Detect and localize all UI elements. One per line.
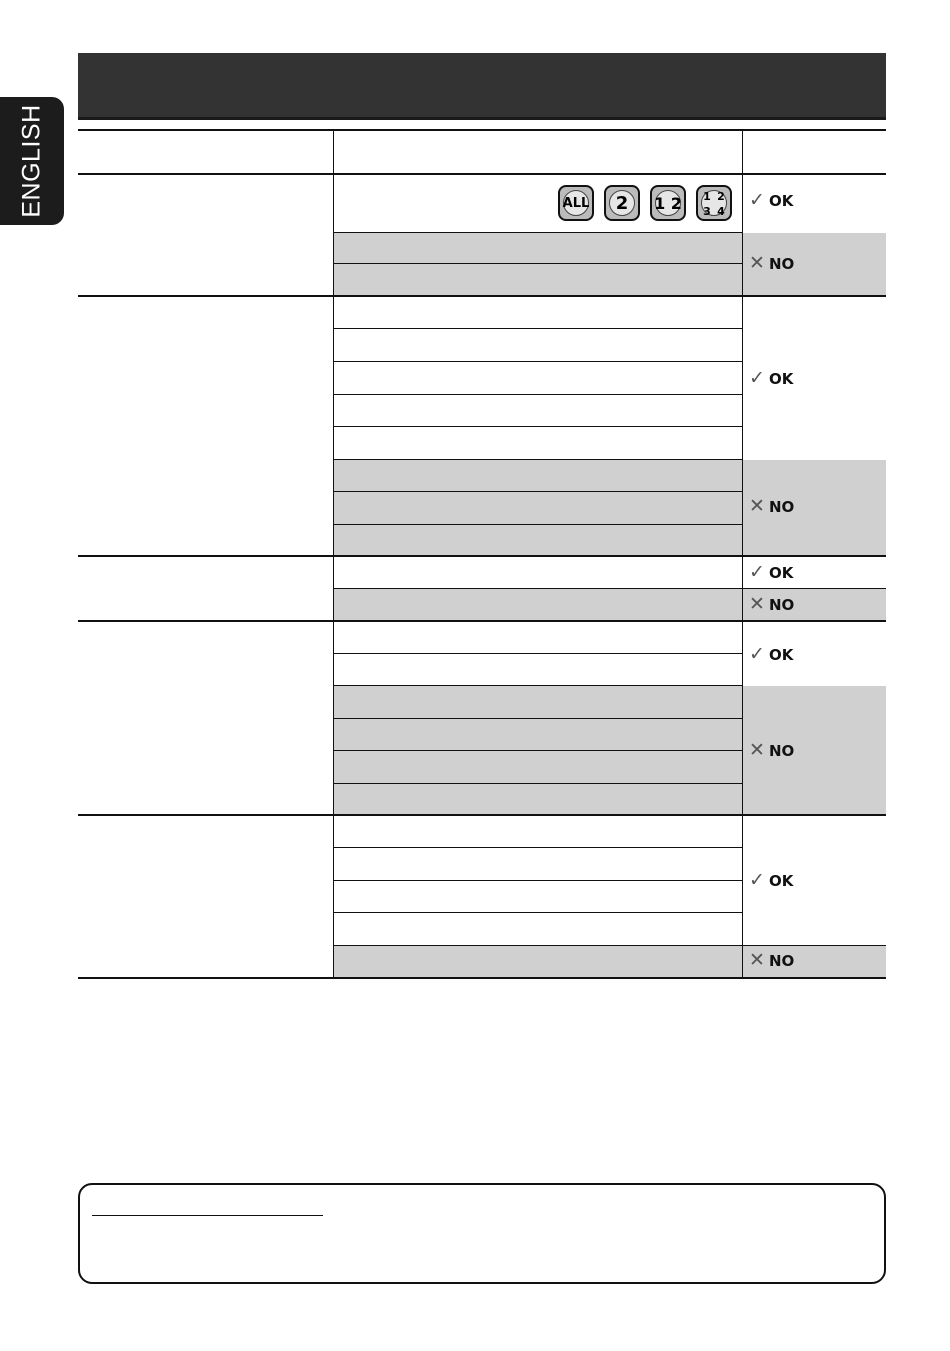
table-row <box>334 264 742 295</box>
status-no-label: NO <box>769 497 795 516</box>
region-digit: 2 <box>717 190 725 203</box>
check-icon: ✓ <box>749 367 765 389</box>
status-ok-label: OK <box>769 871 794 890</box>
status-no-label: NO <box>769 595 795 614</box>
table-row <box>334 233 742 264</box>
status-no-label: NO <box>769 254 795 273</box>
table-row <box>334 946 886 977</box>
cross-icon: ✕ <box>749 252 765 274</box>
column-divider <box>742 129 743 979</box>
cross-icon: ✕ <box>749 949 765 971</box>
table-row <box>334 297 742 329</box>
status-ok-badge <box>748 645 793 664</box>
region-all-icon <box>558 185 594 221</box>
status-no-badge <box>748 951 794 970</box>
table-row <box>334 329 742 362</box>
status-no-badge <box>748 497 794 516</box>
region-digit: 3 <box>703 205 711 218</box>
cross-icon: ✕ <box>749 495 765 517</box>
status-ok-badge <box>748 369 793 388</box>
region-1-2-3-4-icon <box>696 185 732 221</box>
section-header-band <box>78 53 886 120</box>
table-row <box>334 719 742 751</box>
status-ok-label: OK <box>769 563 794 582</box>
region-1-2-label: 1 2 <box>654 193 682 213</box>
table-row <box>334 557 886 589</box>
table-row <box>334 395 742 427</box>
cross-icon: ✕ <box>749 593 765 615</box>
check-icon: ✓ <box>749 189 765 211</box>
status-no-badge <box>748 254 794 273</box>
table-row <box>334 913 742 945</box>
region-1-2-icon <box>650 185 686 221</box>
note-box <box>78 1183 886 1284</box>
status-ok-badge <box>748 563 793 582</box>
cross-icon: ✕ <box>749 739 765 761</box>
table-bottom-rule <box>78 977 886 979</box>
region-digit: 4 <box>717 205 725 218</box>
check-icon: ✓ <box>749 561 765 583</box>
region-digit: 1 <box>703 190 711 203</box>
status-no-badge <box>748 741 794 760</box>
status-no-label: NO <box>769 951 795 970</box>
table-row <box>334 848 742 881</box>
table-row <box>334 784 742 814</box>
table-row <box>334 816 742 848</box>
table-row <box>334 427 742 460</box>
status-ok-label: OK <box>769 645 794 664</box>
table-row <box>334 362 742 395</box>
language-tab <box>0 97 64 225</box>
check-icon: ✓ <box>749 869 765 891</box>
status-no-badge <box>748 595 794 614</box>
status-no-label: NO <box>769 741 795 760</box>
status-ok-label: OK <box>769 191 794 210</box>
language-label: ENGLISH <box>17 104 46 218</box>
table-row <box>334 589 886 620</box>
table-row <box>334 622 742 654</box>
region-2-icon <box>604 185 640 221</box>
table-row <box>334 492 742 525</box>
check-icon: ✓ <box>749 643 765 665</box>
status-ok-badge <box>748 871 793 890</box>
table-row <box>334 654 742 686</box>
note-heading-underline <box>92 1215 323 1216</box>
status-ok-label: OK <box>769 369 794 388</box>
status-ok-badge <box>748 191 793 210</box>
table-row <box>334 881 742 913</box>
region-2-label: 2 <box>615 192 629 214</box>
disc-compatibility-table <box>78 129 886 979</box>
table-row <box>334 751 742 784</box>
table-row <box>334 686 742 719</box>
table-row <box>334 525 742 555</box>
region-all-label: ALL <box>562 195 590 211</box>
table-row <box>334 460 742 492</box>
table-top-rule <box>78 129 886 131</box>
column-divider <box>333 129 334 979</box>
table-row <box>334 175 742 233</box>
